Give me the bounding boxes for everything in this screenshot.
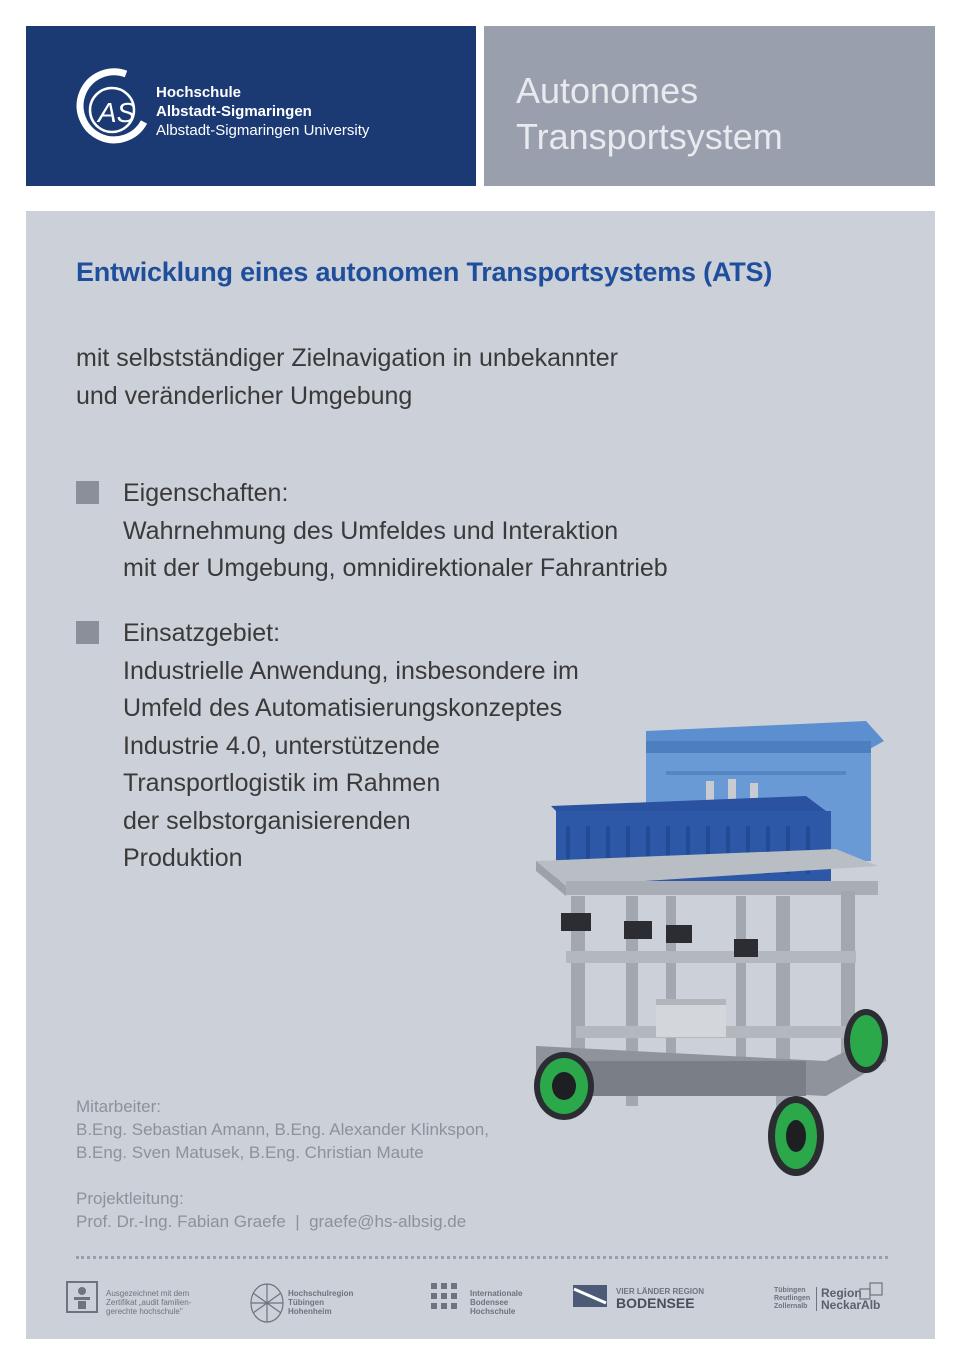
title-line-2: Transportsystem <box>516 116 783 157</box>
hochschulregion-line: Tübingen <box>288 1298 324 1307</box>
main-heading: Entwicklung eines autonomen Transportsystems (ATS) <box>76 257 773 287</box>
globe-icon <box>248 1281 286 1325</box>
svg-text:AS: AS <box>98 97 136 128</box>
bullet-line: Produktion <box>123 844 243 872</box>
bullet-line: Wahrnehmung des Umfeldes und Interaktion <box>123 516 619 545</box>
bullet-line: Umfeld des Automatisierungskonzeptes <box>123 694 563 722</box>
institution-line-1: Hochschule <box>156 84 242 101</box>
audit-badge-icon <box>66 1281 98 1313</box>
bullet-square-icon <box>76 481 99 504</box>
ibh-line: Bodensee <box>470 1298 509 1307</box>
bodensee-flag-icon <box>572 1281 608 1309</box>
title-line-1: Autonomes <box>516 70 699 111</box>
university-logo-icon <box>74 66 150 146</box>
bodensee-line: VIER LÄNDER REGION <box>616 1287 705 1296</box>
bodensee-logo <box>572 1281 705 1311</box>
audit-familiengerechte-logo <box>66 1281 192 1316</box>
staff-label: Mitarbeiter: <box>76 1097 162 1116</box>
page-title <box>516 68 783 160</box>
content-panel <box>26 211 935 1339</box>
institution-line-2: Albstadt-Sigmaringen <box>156 103 312 120</box>
university-header <box>26 26 476 186</box>
bullet-line: Industrielle Anwendung, insbesondere im <box>123 656 579 685</box>
bullet-square-icon <box>76 621 99 644</box>
bullet-line: Industrie 4.0, unterstützende <box>123 731 440 760</box>
lead-label: Projektleitung: <box>76 1189 184 1208</box>
university-name <box>156 83 369 140</box>
neckaralb-line: Tübingen <box>774 1287 806 1294</box>
neckaralb-line: Reutlingen <box>774 1295 811 1302</box>
robot-illustration <box>506 701 906 1186</box>
bullet-line: der selbstorganisierenden <box>123 806 411 835</box>
bullet-line: Einsatzgebiet: <box>123 619 281 647</box>
hochschulregion-logo <box>248 1281 354 1327</box>
hochschulregion-line: Hochschulregion <box>288 1289 354 1298</box>
bullet-line: mit der Umgebung, omnidirektionaler Fahrantrieb <box>123 554 668 582</box>
audit-line: gerechte hochschule" <box>106 1307 183 1316</box>
staff-line-2: B.Eng. Sven Matusek, B.Eng. Christian Maute <box>76 1143 424 1162</box>
staff-line-1: B.Eng. Sebastian Amann, B.Eng. Alexander Klinkspon, <box>76 1120 489 1139</box>
title-header <box>484 26 935 186</box>
bodensee-line: BODENSEE <box>616 1295 695 1311</box>
subheading-line-2: und veränderlicher Umgebung <box>76 382 413 410</box>
audit-line: Ausgezeichnet mit dem <box>106 1289 190 1298</box>
ibh-line: Internationale <box>470 1289 523 1298</box>
subheading-line-1: mit selbstständiger Zielnavigation in unbekannter <box>76 344 618 372</box>
credits <box>76 1095 489 1233</box>
lead-line: Prof. Dr.-Ing. Fabian Graefe | graefe@hs-albsig.de <box>76 1212 467 1231</box>
audit-line: Zertifikat „audit familien- <box>106 1298 192 1307</box>
neckaralb-line: Zollernalb <box>774 1303 808 1310</box>
ibh-logo <box>430 1281 523 1316</box>
ibh-line: Hochschule <box>470 1307 516 1316</box>
bullet-line: Eigenschaften: <box>123 479 289 507</box>
neckaralb-line: NeckarAlb <box>821 1298 881 1312</box>
hochschulregion-line: Hohenheim <box>288 1307 332 1316</box>
subheading <box>76 339 618 415</box>
bullet-line: Transportlogistik im Rahmen <box>123 769 441 797</box>
neckaralb-line: Region <box>821 1286 862 1300</box>
overlapping-squares-icon <box>858 1281 886 1303</box>
institution-line-3: Albstadt-Sigmaringen University <box>156 122 370 139</box>
dotted-divider <box>76 1256 888 1259</box>
dot-grid-icon <box>430 1281 460 1311</box>
